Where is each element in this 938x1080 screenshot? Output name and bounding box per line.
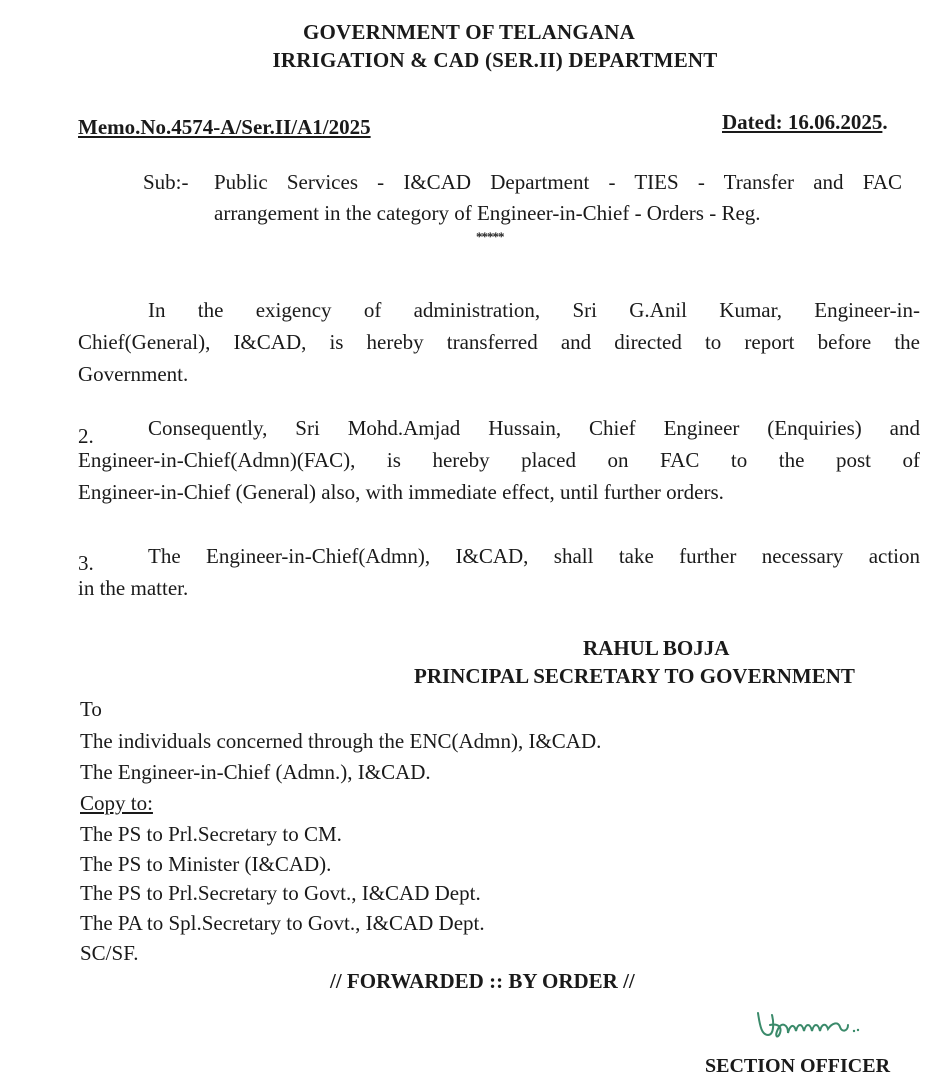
- signatory-title: PRINCIPAL SECRETARY TO GOVERNMENT: [414, 664, 855, 688]
- copy-to-item: The PS to Minister (I&CAD).: [80, 852, 332, 876]
- paragraph-1-line-2: Chief(General), I&CAD, is hereby transferred and directed to report before the: [78, 330, 920, 354]
- signatory-name: RAHUL BOJJA: [583, 636, 730, 660]
- paragraph-1-line-1: In the exigency of administration, Sri G.Anil Kumar, Engineer-in-: [148, 298, 920, 322]
- paragraph-2: [78, 412, 920, 508]
- paragraph-3: [78, 540, 920, 604]
- memo-date: [722, 110, 888, 135]
- signature-dot: [857, 1029, 859, 1031]
- paragraph-3-number: 3.: [78, 551, 94, 575]
- header-government: GOVERNMENT OF TELANGANA: [302, 20, 636, 44]
- subject-line-2: arrangement in the category of Engineer-in-Chief - Orders - Reg.: [214, 201, 761, 225]
- copy-to-item: The PS to Prl.Secretary to Govt., I&CAD Dept.: [80, 881, 481, 905]
- section-officer-title: SECTION OFFICER: [705, 1055, 891, 1077]
- signature-dot: [853, 1030, 855, 1032]
- subject-label: Sub:-: [143, 170, 189, 194]
- copy-to-label: Copy to:: [80, 791, 153, 815]
- paragraph-3-line-1: The Engineer-in-Chief(Admn), I&CAD, shall take further necessary action: [148, 544, 920, 568]
- copy-to-item: The PA to Spl.Secretary to Govt., I&CAD Dept.: [80, 911, 485, 935]
- subject-line-1: Public Services - I&CAD Department - TIES - Transfer and FAC: [214, 170, 902, 194]
- copy-to-item: SC/SF.: [80, 941, 139, 965]
- signature-mark: [752, 1005, 938, 1045]
- paragraph-2-line-3: Engineer-in-Chief (General) also, with immediate effect, until further orders.: [78, 480, 724, 504]
- recipient-item: The Engineer-in-Chief (Admn.), I&CAD.: [80, 760, 431, 784]
- memo-date-suffix: .: [882, 110, 888, 134]
- paragraph-1-line-3: Government.: [78, 362, 189, 386]
- signature-stroke: [758, 1013, 848, 1036]
- recipients-label: To: [80, 697, 102, 721]
- paragraph-1: [78, 294, 920, 390]
- memo-date-text: Dated: 16.06.2025: [722, 110, 883, 134]
- header-department: IRRIGATION & CAD (SER.II) DEPARTMENT: [272, 48, 718, 72]
- recipient-item: The individuals concerned through the ENC(Admn), I&CAD.: [80, 729, 602, 753]
- paragraph-2-line-1: Consequently, Sri Mohd.Amjad Hussain, Chief Engineer (Enquiries) and: [148, 416, 920, 440]
- memo-number: Memo.No.4574-A/Ser.II/A1/2025: [78, 115, 371, 139]
- forwarded-by-order: // FORWARDED :: BY ORDER //: [330, 969, 635, 993]
- subject-separator: *****: [476, 229, 504, 244]
- paragraph-3-line-2: in the matter.: [78, 576, 189, 600]
- paragraph-2-number: 2.: [78, 424, 94, 448]
- paragraph-2-line-2: Engineer-in-Chief(Admn)(FAC), is hereby placed on FAC to the post of: [78, 448, 920, 472]
- copy-to-item: The PS to Prl.Secretary to CM.: [80, 822, 342, 846]
